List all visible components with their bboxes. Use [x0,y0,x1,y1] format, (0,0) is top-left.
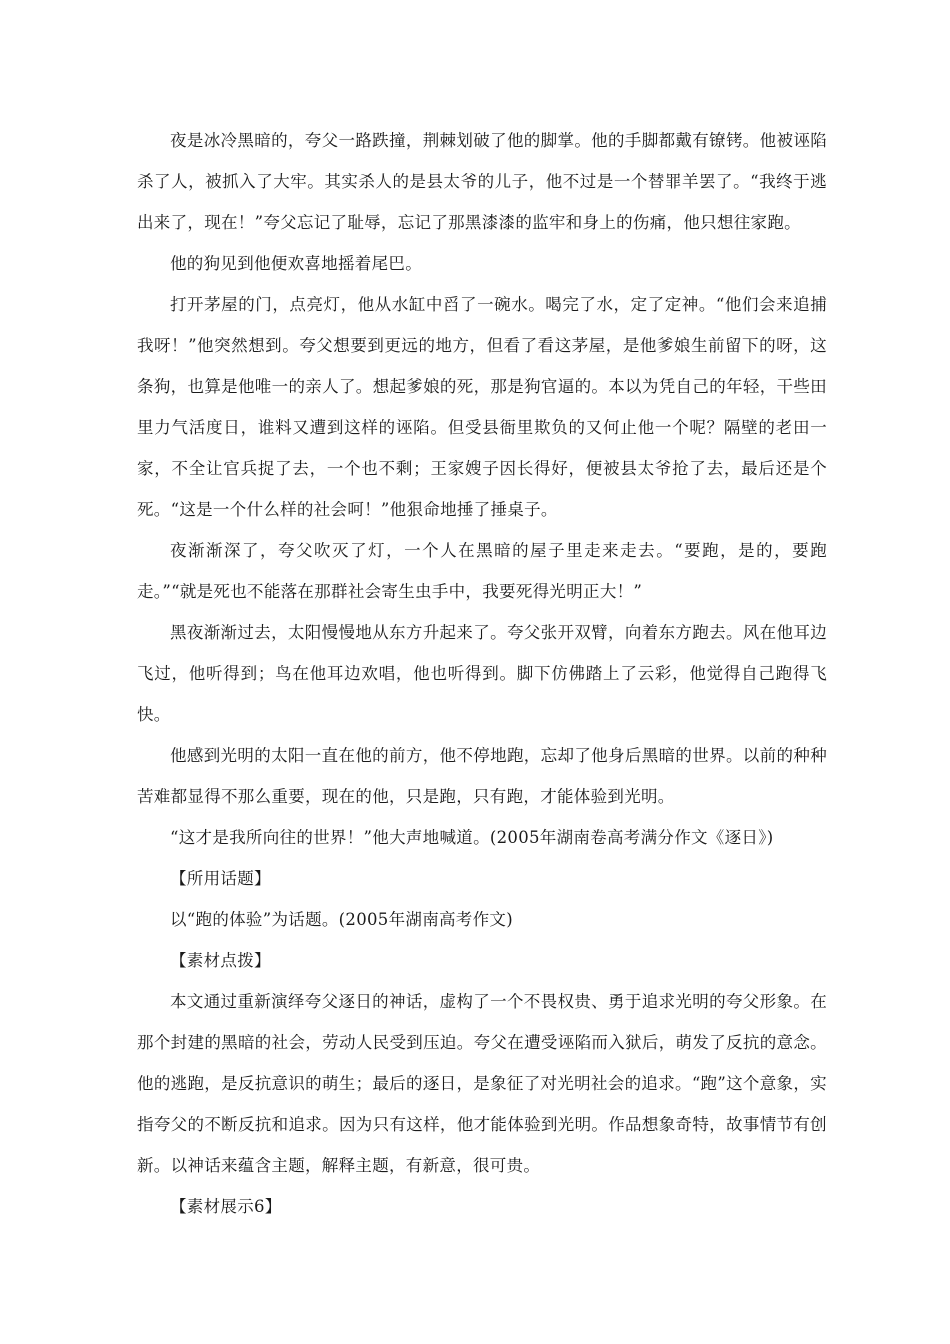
topic-text: 以“跑的体验”为话题。(2005年湖南高考作文) [170,910,513,929]
analysis-text: 本文通过重新演绎夸父逐日的神话，虚构了一个不畏权贵、勇于追求光明的夸父形象。在那个封建的黑暗的社会，劳动人民受到压迫。夸父在遭受诬陷而入狱后，萌发了反抗的意念。他的逃跑，是反抗意识的萌生；最后的逐日，是象征了对光明社会的追求。“跑”这个意象，实指夸父的不断反抗和追求。因为只有这样，他才能体验到光明。作品想象奇特，故事情节有创新。以神话来蕴含主题，解释主题，有新意，很可贵。 [137,992,827,1175]
story-paragraph-4: 夜渐渐深了，夸父吹灭了灯，一个人在黑暗的屋子里走来走去。“要跑，是的，要跑走。”“就是死也不能落在那群社会寄生虫手中，我要死得光明正大！” [137,541,827,601]
story-paragraph-6: 他感到光明的太阳一直在他的前方，他不停地跑，忘却了他身后黑暗的世界。以前的种种苦难都显得不那么重要，现在的他，只是跑，只有跑，才能体验到光明。 [137,746,827,806]
document-page [137,120,827,1227]
story-paragraph-7: “这才是我所向往的世界！”他大声地喊道。(2005年湖南卷高考满分作文《逐日》) [170,828,774,847]
next-section-heading: 【素材展示6】 [170,1197,282,1216]
story-paragraph-5: 黑夜渐渐过去，太阳慢慢地从东方升起来了。夸父张开双臂，向着东方跑去。风在他耳边飞过，他听得到；鸟在他耳边欢唱，他也听得到。脚下仿佛踏上了云彩，他觉得自己跑得飞快。 [137,623,827,724]
story-paragraph-3: 打开茅屋的门，点亮灯，他从水缸中舀了一碗水。喝完了水，定了定神。“他们会来追捕我呀！”他突然想到。夸父想要到更远的地方，但看了看这茅屋，是他爹娘生前留下的呀，这条狗，也算是他唯一的亲人了。想起爹娘的死，那是狗官逼的。本以为凭自己的年轻，干些田里力气活度日，谁料又遭到这样的诬陷。但受县衙里欺负的又何止他一个呢？隔壁的老田一家，不全让官兵捉了去，一个也不剩；王家嫂子因长得好，便被县太爷抢了去，最后还是个死。“这是一个什么样的社会呵！”他狠命地捶了捶桌子。 [137,295,827,519]
topic-heading: 【所用话题】 [170,869,271,888]
analysis-heading: 【素材点拨】 [170,951,271,970]
story-paragraph-1: 夜是冰冷黑暗的，夸父一路跌撞，荆棘划破了他的脚掌。他的手脚都戴有镣铐。他被诬陷杀了人，被抓入了大牢。其实杀人的是县太爷的儿子，他不过是一个替罪羊罢了。“我终于逃出来了，现在！”夸父忘记了耻辱，忘记了那黑漆漆的监牢和身上的伤痛，他只想往家跑。 [137,131,827,232]
story-paragraph-2: 他的狗见到他便欢喜地摇着尾巴。 [170,254,422,273]
